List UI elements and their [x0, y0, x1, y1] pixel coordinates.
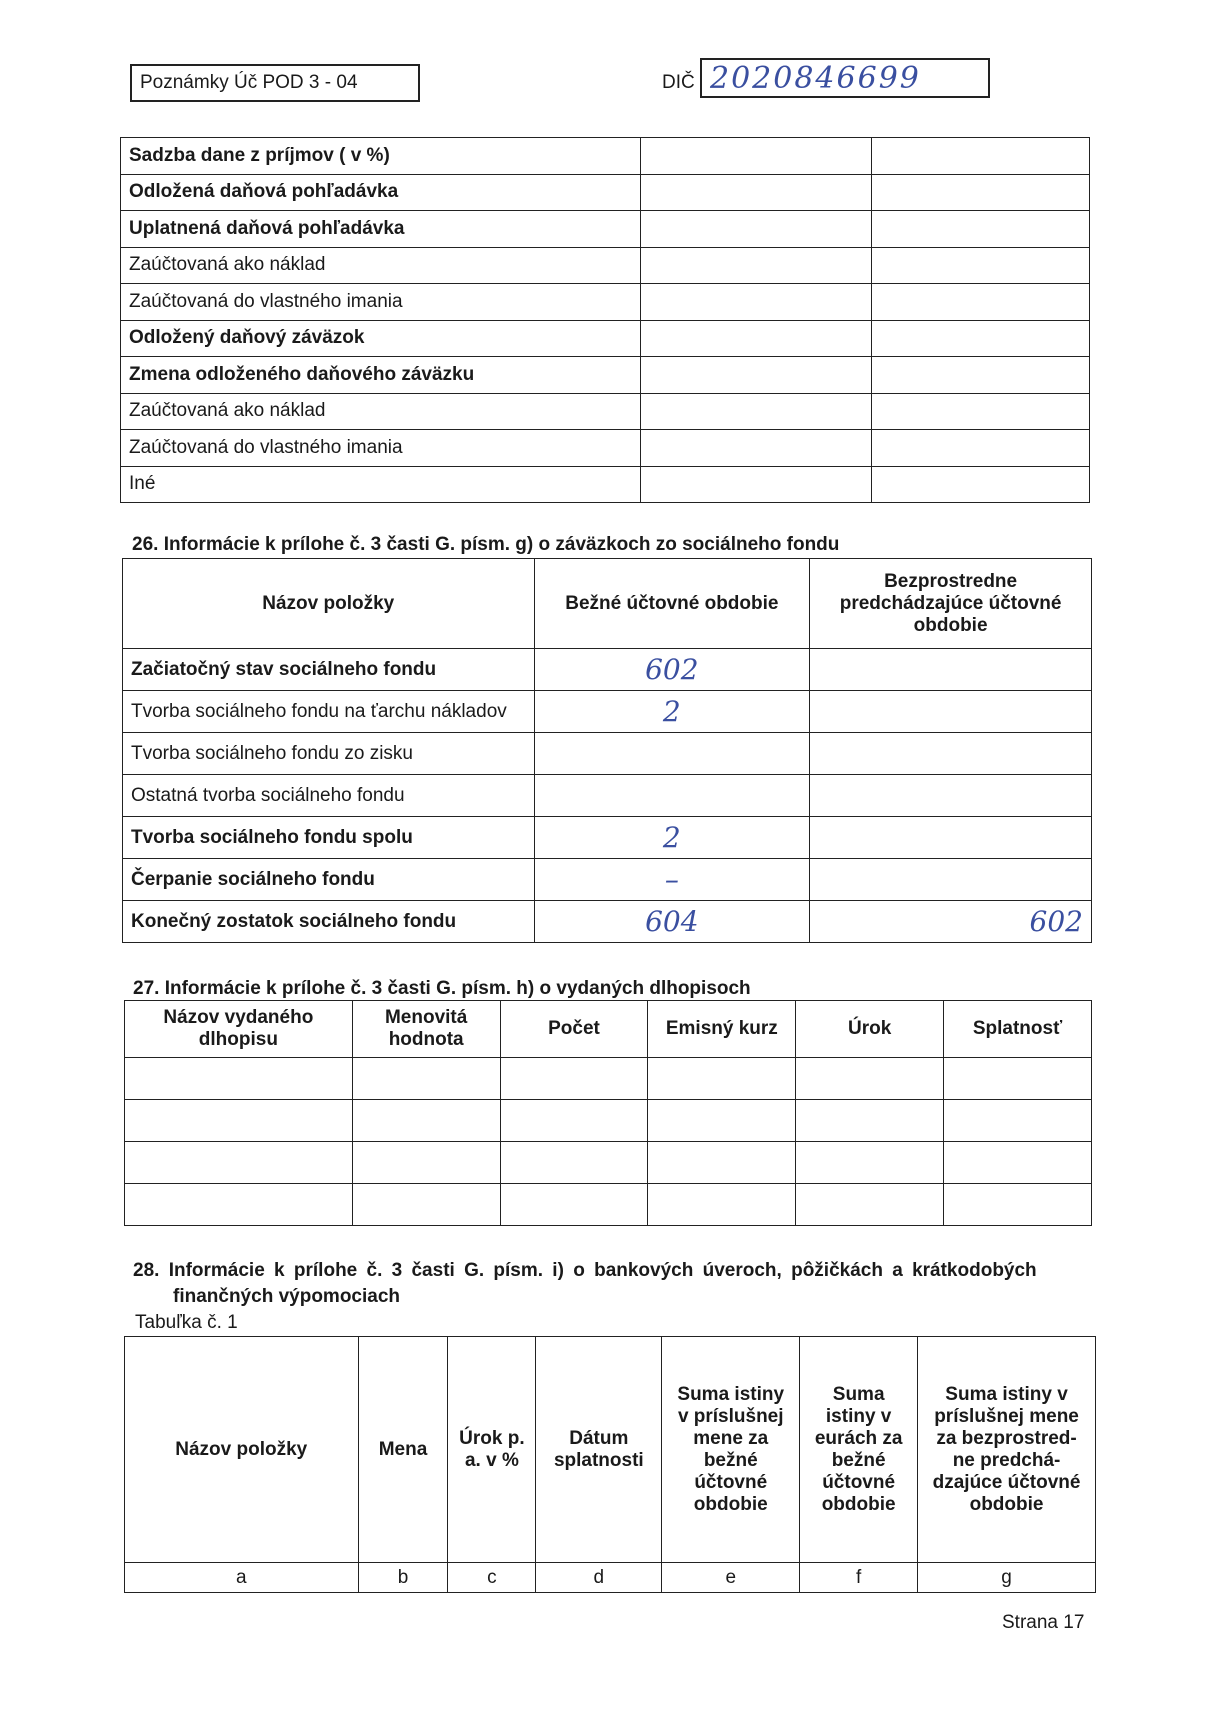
dic-label: DIČ [662, 72, 695, 93]
row-label: Zaúčtovaná ako náklad [121, 393, 641, 430]
row-label: Ostatná tvorba sociálneho fondu [123, 775, 535, 817]
row-label: Konečný zostatok sociálneho fondu [123, 901, 535, 943]
section26-title: 26. Informácie k prílohe č. 3 časti G. písm. g) o záväzkoch zo sociálneho fondu [132, 534, 840, 555]
tax-table [120, 137, 1090, 503]
column-header: Suma istiny v príslušnej mene za bezprostred-ne predchá-dzajúce účtovné obdobie [918, 1337, 1096, 1563]
value-cell [872, 211, 1090, 248]
table-row [121, 284, 1090, 321]
current-value: 604 [534, 901, 810, 943]
table-label: Tabuľka č. 1 [135, 1312, 238, 1333]
table-row [123, 649, 1092, 691]
table-row [123, 901, 1092, 943]
dic-value: 2020846699 [700, 58, 990, 98]
column-header: Názov vydaného dlhopisu [125, 1001, 353, 1058]
column-header: Menovitá hodnota [352, 1001, 500, 1058]
row-label: Odložený daňový záväzok [121, 320, 641, 357]
current-value [534, 733, 810, 775]
table-row [125, 1184, 1092, 1226]
value-cell [640, 247, 872, 284]
row-label: Čerpanie sociálneho fondu [123, 859, 535, 901]
column-header: Mena [358, 1337, 448, 1563]
value-cell [640, 393, 872, 430]
table-row [123, 775, 1092, 817]
row-label: Odložená daňová pohľadávka [121, 174, 641, 211]
column-header: Suma istiny v príslušnej mene za bežné účtovné obdobie [662, 1337, 800, 1563]
value-cell [640, 174, 872, 211]
table-row [123, 817, 1092, 859]
row-label: Zaúčtovaná do vlastného imania [121, 430, 641, 467]
value-cell [640, 430, 872, 467]
row-label: Uplatnená daňová pohľadávka [121, 211, 641, 248]
value-cell [640, 211, 872, 248]
previous-value [810, 775, 1092, 817]
value-cell [872, 247, 1090, 284]
column-header: Splatnosť [944, 1001, 1092, 1058]
row-label: Sadzba dane z príjmov ( v %) [121, 138, 641, 175]
col-previous: Bezprostredne predchádzajúce účtovné obdobie [810, 559, 1092, 649]
table-row [121, 357, 1090, 394]
column-header: Úrok [796, 1001, 944, 1058]
table-row [121, 247, 1090, 284]
column-code: g [918, 1563, 1096, 1593]
table-row [121, 320, 1090, 357]
bonds-table [124, 1000, 1092, 1226]
loans-table [124, 1336, 1096, 1593]
previous-value [810, 817, 1092, 859]
previous-value [810, 691, 1092, 733]
value-cell [640, 357, 872, 394]
col-current: Bežné účtovné obdobie [534, 559, 810, 649]
previous-value [810, 859, 1092, 901]
form-label: Poznámky Úč POD 3 - 04 [130, 64, 420, 102]
value-cell [872, 284, 1090, 321]
value-cell [640, 284, 872, 321]
column-header: Suma istiny v eurách za bežné účtovné obdobie [800, 1337, 918, 1563]
value-cell [640, 138, 872, 175]
row-label: Tvorba sociálneho fondu na ťarchu nákladov [123, 691, 535, 733]
row-label: Zmena odloženého daňového záväzku [121, 357, 641, 394]
row-label: Začiatočný stav sociálneho fondu [123, 649, 535, 691]
previous-value [810, 649, 1092, 691]
column-code: c [448, 1563, 536, 1593]
table-row [123, 859, 1092, 901]
current-value: 2 [534, 691, 810, 733]
row-label: Tvorba sociálneho fondu zo zisku [123, 733, 535, 775]
section28-title-line1: 28. Informácie k prílohe č. 3 časti G. písm. i) o bankových úveroch, pôžičkách a krátkodobých [133, 1260, 1037, 1281]
table-row [125, 1100, 1092, 1142]
table-row [125, 1058, 1092, 1100]
table-row [121, 393, 1090, 430]
previous-value [810, 733, 1092, 775]
value-cell [872, 393, 1090, 430]
previous-value: 602 [810, 901, 1092, 943]
column-header: Počet [500, 1001, 648, 1058]
section27-title: 27. Informácie k prílohe č. 3 časti G. písm. h) o vydaných dlhopisoch [133, 978, 751, 999]
page-number: Strana 17 [1002, 1612, 1085, 1633]
value-cell [640, 466, 872, 503]
table-row [125, 1142, 1092, 1184]
column-header: Emisný kurz [648, 1001, 796, 1058]
current-value: 2 [534, 817, 810, 859]
current-value: 602 [534, 649, 810, 691]
value-cell [872, 357, 1090, 394]
table-row [121, 174, 1090, 211]
row-label: Zaúčtovaná ako náklad [121, 247, 641, 284]
table-row [123, 691, 1092, 733]
current-value: – [534, 859, 810, 901]
value-cell [640, 320, 872, 357]
col-name: Názov položky [123, 559, 535, 649]
value-cell [872, 174, 1090, 211]
column-code: f [800, 1563, 918, 1593]
table-row [121, 211, 1090, 248]
row-label: Zaúčtovaná do vlastného imania [121, 284, 641, 321]
column-code: b [358, 1563, 448, 1593]
row-label: Iné [121, 466, 641, 503]
section28-title-line2: finančných výpomociach [173, 1286, 401, 1307]
value-cell [872, 466, 1090, 503]
column-code: a [125, 1563, 359, 1593]
table-row [121, 466, 1090, 503]
table-row [121, 430, 1090, 467]
column-header: Úrok p. a. v % [448, 1337, 536, 1563]
column-code: e [662, 1563, 800, 1593]
row-label: Tvorba sociálneho fondu spolu [123, 817, 535, 859]
social-fund-table [122, 558, 1092, 943]
column-code: d [536, 1563, 662, 1593]
column-header: Názov položky [125, 1337, 359, 1563]
value-cell [872, 138, 1090, 175]
column-header: Dátum splatnosti [536, 1337, 662, 1563]
value-cell [872, 320, 1090, 357]
value-cell [872, 430, 1090, 467]
table-row [123, 733, 1092, 775]
current-value [534, 775, 810, 817]
table-row [121, 138, 1090, 175]
